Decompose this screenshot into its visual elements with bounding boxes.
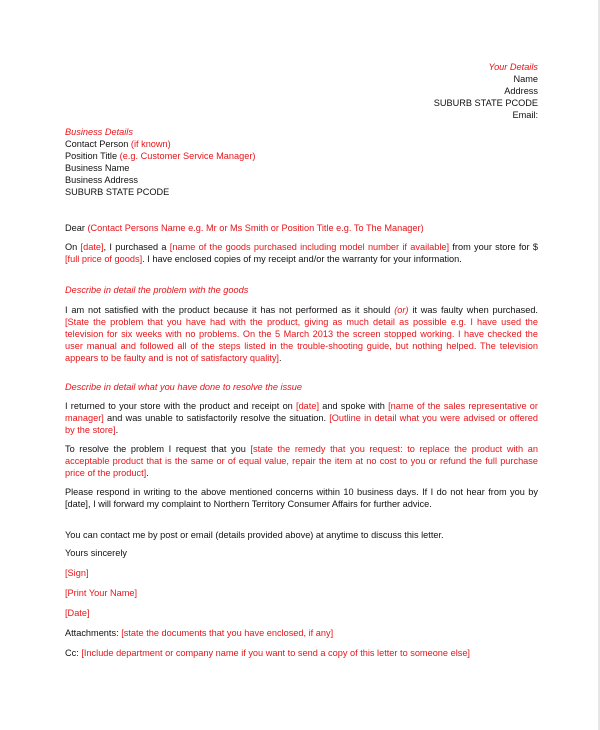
resolve-section-heading: Describe in detail what you have done to resolve the issue [65,382,302,392]
sender-email: Email: [512,110,538,120]
closing: Yours sincerely [65,548,127,558]
cc-label: Cc: [65,648,79,658]
position-title-line [65,150,538,162]
respond-paragraph: Please respond in writing to the above mentioned concerns within 10 business days. If I do not hear from you by [date], I will forward my complaint to Northern Territory Consumer Affairs for further advice. [65,487,538,509]
position-hint: (e.g. Customer Service Manager) [119,151,256,161]
cc-line [65,647,538,659]
business-details [65,126,538,198]
business-heading: Business Details [65,127,133,137]
para3-text-3: and was unable to satisfactorily resolve the situation. [107,413,327,423]
date-placeholder: [Date] [65,608,90,618]
para2-or: (or) [394,305,409,315]
para1-goods-placeholder: [name of the goods purchased including model number if available] [169,242,450,252]
para3-date-placeholder: [date] [296,401,320,411]
para1-text-1: On [65,242,78,252]
sender-suburb: SUBURB STATE PCODE [433,98,538,108]
position-label: Position Title [65,151,118,161]
para2-text-1: I am not satisfied with the product because it has not performed as it should [65,305,391,315]
para1-text-4: . I have enclosed copies of my receipt and/or the warranty for your information. [142,254,462,264]
purchase-paragraph [65,241,538,265]
cc-placeholder: [Include department or company name if you want to send a copy of this letter to someone else] [81,648,470,658]
sign-placeholder: [Sign] [65,568,89,578]
salutation-placeholder: (Contact Persons Name e.g. Mr or Ms Smith or Position Title e.g. To The Manager) [87,223,424,233]
returned-paragraph [65,400,538,436]
para4-text-1: To resolve the problem I request that you [65,444,246,454]
problem-section-heading: Describe in detail the problem with the goods [65,285,249,295]
para3-text-1: I returned to your store with the product and receipt on [65,401,293,411]
para4-text-2: . [146,468,149,478]
sender-address: Address [504,86,538,96]
para4-remedy-placeholder: [state the remedy that you request: to replace the product with an acceptable product that is the same or of equal value, repair the item at no cost to you or refund the full purchase price of the product] [65,444,538,478]
problem-paragraph [65,304,538,364]
attachments-placeholder: [state the documents that you have enclosed, if any] [121,628,334,638]
sender-name: Name [513,74,538,84]
para1-date-placeholder: [date] [80,242,104,252]
contact-person-line [65,138,538,150]
business-address: Business Address [65,175,139,185]
salutation-prefix: Dear [65,223,85,233]
para3-text-4: . [115,425,119,435]
print-name-placeholder: [Print Your Name] [65,588,138,598]
para3-outline-placeholder: [Outline in detail what you were advised or offered by the store] [65,413,538,435]
para1-text-2: , I purchased a [103,242,167,252]
contact-label: Contact Person [65,139,129,149]
para3-representative-placeholder: [name of the sales representative or manager] [65,401,538,423]
business-suburb: SUBURB STATE PCODE [65,187,170,197]
remedy-paragraph [65,443,538,479]
attachments-line [65,627,538,639]
para2-problem-placeholder: [State the problem that you have had with the product, giving as much detail as possible e.g. I have used the television for six weeks with no problems. On the 5 March 2013 the screen stopped working. I have checked the user manual and followed all of the steps listed in the trouble-shooting guide, but nothing helped. The television appears to be faulty and is not of satisfactory quality] [65,317,538,363]
para1-price-placeholder: [full price of goods] [65,254,143,264]
sender-details [338,61,538,121]
para3-text-2: and spoke with [322,401,385,411]
contact-hint: (if known) [130,139,171,149]
salutation [65,222,538,234]
para2-text-3: . [279,353,282,363]
para1-text-3: from your store for $ [452,242,538,252]
contact-paragraph: You can contact me by post or email (details provided above) at anytime to discuss this letter. [65,530,444,540]
para2-text-2: it was faulty when purchased. [412,305,538,315]
sender-heading: Your Details [488,62,538,72]
business-name: Business Name [65,163,130,173]
attachments-label: Attachments: [65,628,119,638]
